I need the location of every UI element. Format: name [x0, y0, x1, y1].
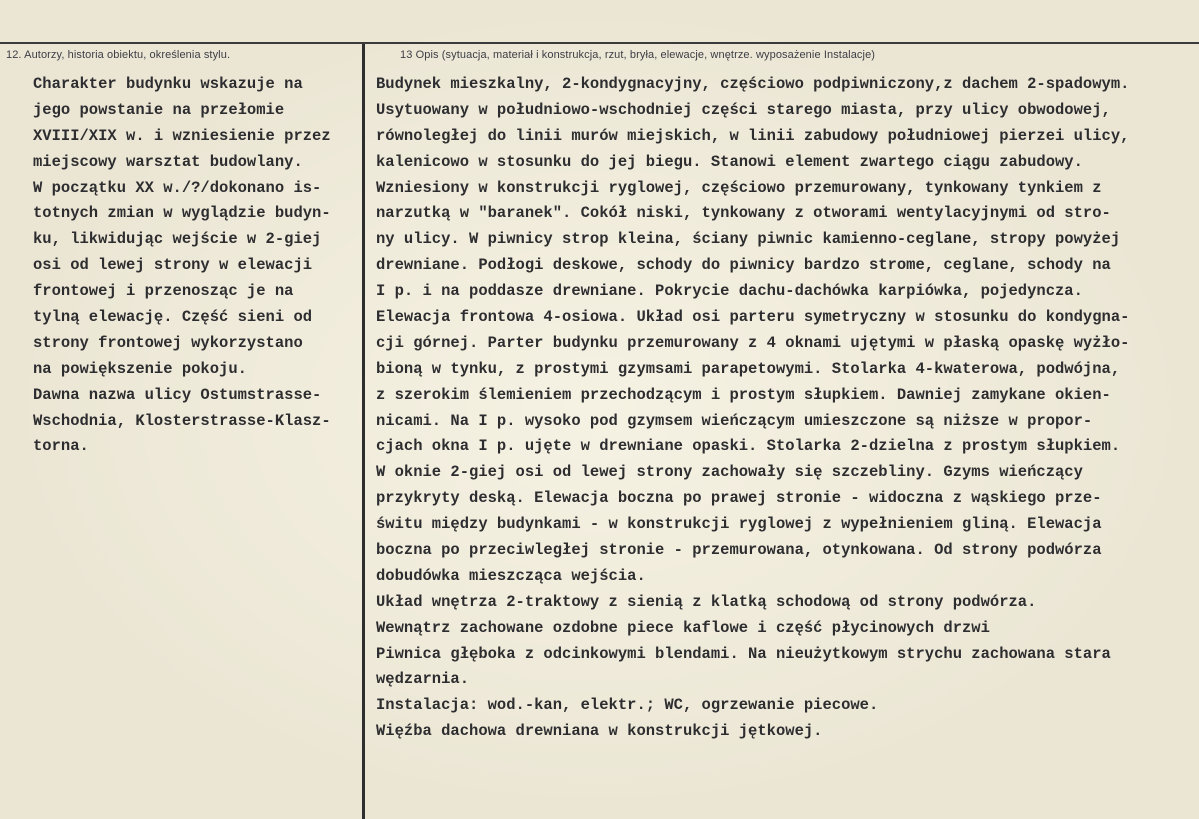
text-line: Elewacja frontowa 4-osiowa. Układ osi parteru symetryczny w stosunku do kondygna- — [376, 308, 1130, 327]
text-line: nicami. Na I p. wysoko pod gzymsem wieńczącym umieszczone są niższe w propor- — [376, 411, 1093, 430]
text-line: cjach okna I p. ujęte w drewniane opaski. Stolarka 2-dzielna z prostym słupkiem. — [376, 437, 1121, 456]
text-line: na powiększenie pokoju. — [33, 359, 247, 378]
text-line: boczna po przeciwległej stronie - przemurowana, otynkowana. Od strony podwórza — [376, 541, 1102, 560]
text-line: cji górnej. Parter budynku przemurowany z 4 oknami ujętymi w płaską opaskę wyżło- — [376, 333, 1130, 352]
header-rule — [0, 42, 1199, 44]
text-line: miejscowy warsztat budowlany. — [33, 152, 303, 171]
text-line: wędzarnia. — [376, 670, 470, 689]
text-line: W początku XX w./?/dokonano is- — [33, 178, 322, 197]
text-line: Charakter budynku wskazuje na — [33, 75, 303, 93]
text-line: jego powstanie na przełomie — [33, 100, 285, 119]
text-line: Instalacja: wod.-kan, elektr.; WC, ogrzewanie piecowe. — [376, 696, 879, 715]
column-divider — [362, 44, 365, 819]
text-line: Dawna nazwa ulicy Ostumstrasse- — [33, 385, 322, 404]
text-line: Usytuowany w południowo-wschodniej części starego miasta, przy ulicy obwodowej, — [376, 100, 1111, 119]
description-text — [376, 72, 1129, 745]
text-line: Piwnica głęboka z odcinkowymi blendami. Na nieużytkowym strychu zachowana stara — [376, 644, 1111, 663]
text-line: osi od lewej strony w elewacji — [33, 256, 313, 275]
text-line: drewniane. Podłogi deskowe, schody do piwnicy bardzo strome, ceglane, schody na — [376, 256, 1111, 275]
text-line: równoległej do linii murów miejskich, w linii zabudowy południowej pierzei ulicy, — [376, 126, 1130, 145]
text-line: W oknie 2-giej osi od lewej strony zachowały się szczebliny. Gzyms wieńczący — [376, 463, 1083, 482]
text-line: I p. i na poddasze drewniane. Pokrycie dachu-dachówka karpiówka, pojedyncza. — [376, 282, 1083, 301]
text-line: Budynek mieszkalny, 2-kondygnacyjny, częściowo podpiwniczony,z dachem 2-spadowym. — [376, 75, 1130, 93]
history-text — [33, 72, 331, 460]
text-line: ny ulicy. W piwnicy strop kleina, ściany piwnic kamienno-ceglane, stropy powyżej — [376, 230, 1121, 249]
text-line: totnych zmian w wyglądzie budyn- — [33, 204, 331, 223]
text-line: ku, likwidując wejście w 2-giej — [33, 230, 322, 249]
text-line: tylną elewację. Część sieni od — [33, 308, 313, 327]
text-line: XVIII/XIX w. i wzniesienie przez — [33, 126, 331, 145]
text-line: świtu między budynkami - w konstrukcji ryglowej z wypełnieniem gliną. Elewacja — [376, 515, 1102, 534]
text-line: frontowej i przenosząc je na — [33, 282, 294, 301]
text-line: Więźba dachowa drewniana w konstrukcji jętkowej. — [376, 722, 823, 741]
text-line: przykryty deską. Elewacja boczna po prawej stronie - widoczna z wąskiego prze- — [376, 489, 1102, 508]
text-line: dobudówka mieszcząca wejścia. — [376, 566, 646, 585]
text-line: Wewnątrz zachowane ozdobne piece kaflowe i część płycinowych drzwi — [376, 618, 990, 637]
text-line: Wschodnia, Klosterstrasse-Klasz- — [33, 411, 331, 430]
text-line: narzutką w "baranek". Cokół niski, tynkowany z otworami wentylacyjnymi od stro- — [376, 204, 1111, 223]
text-line: bioną w tynku, z prostymi gzymsami parapetowymi. Stolarka 4-kwaterowa, podwójna, — [376, 359, 1121, 378]
text-line: Układ wnętrza 2-traktowy z sienią z klatką schodową od strony podwórza. — [376, 592, 1037, 611]
section-12-header: 12. Autorzy, historia obiektu, określenia stylu. — [6, 49, 231, 61]
section-13-header: 13 Opis (sytuacja, materiał i konstrukcja, rzut, bryła, elewacje, wnętrze. wyposażenie Instalacje) — [400, 49, 876, 61]
text-line: z szerokim ślemieniem przechodzącym i prostym słupkiem. Dawniej zamykane okien- — [376, 385, 1111, 404]
text-line: kalenicowo w stosunku do jej biegu. Stanowi element zwartego ciągu zabudowy. — [376, 152, 1083, 171]
text-line: torna. — [33, 437, 89, 456]
text-line: strony frontowej wykorzystano — [33, 333, 303, 352]
text-line: Wzniesiony w konstrukcji ryglowej, częściowo przemurowany, tynkowany tynkiem z — [376, 178, 1102, 197]
